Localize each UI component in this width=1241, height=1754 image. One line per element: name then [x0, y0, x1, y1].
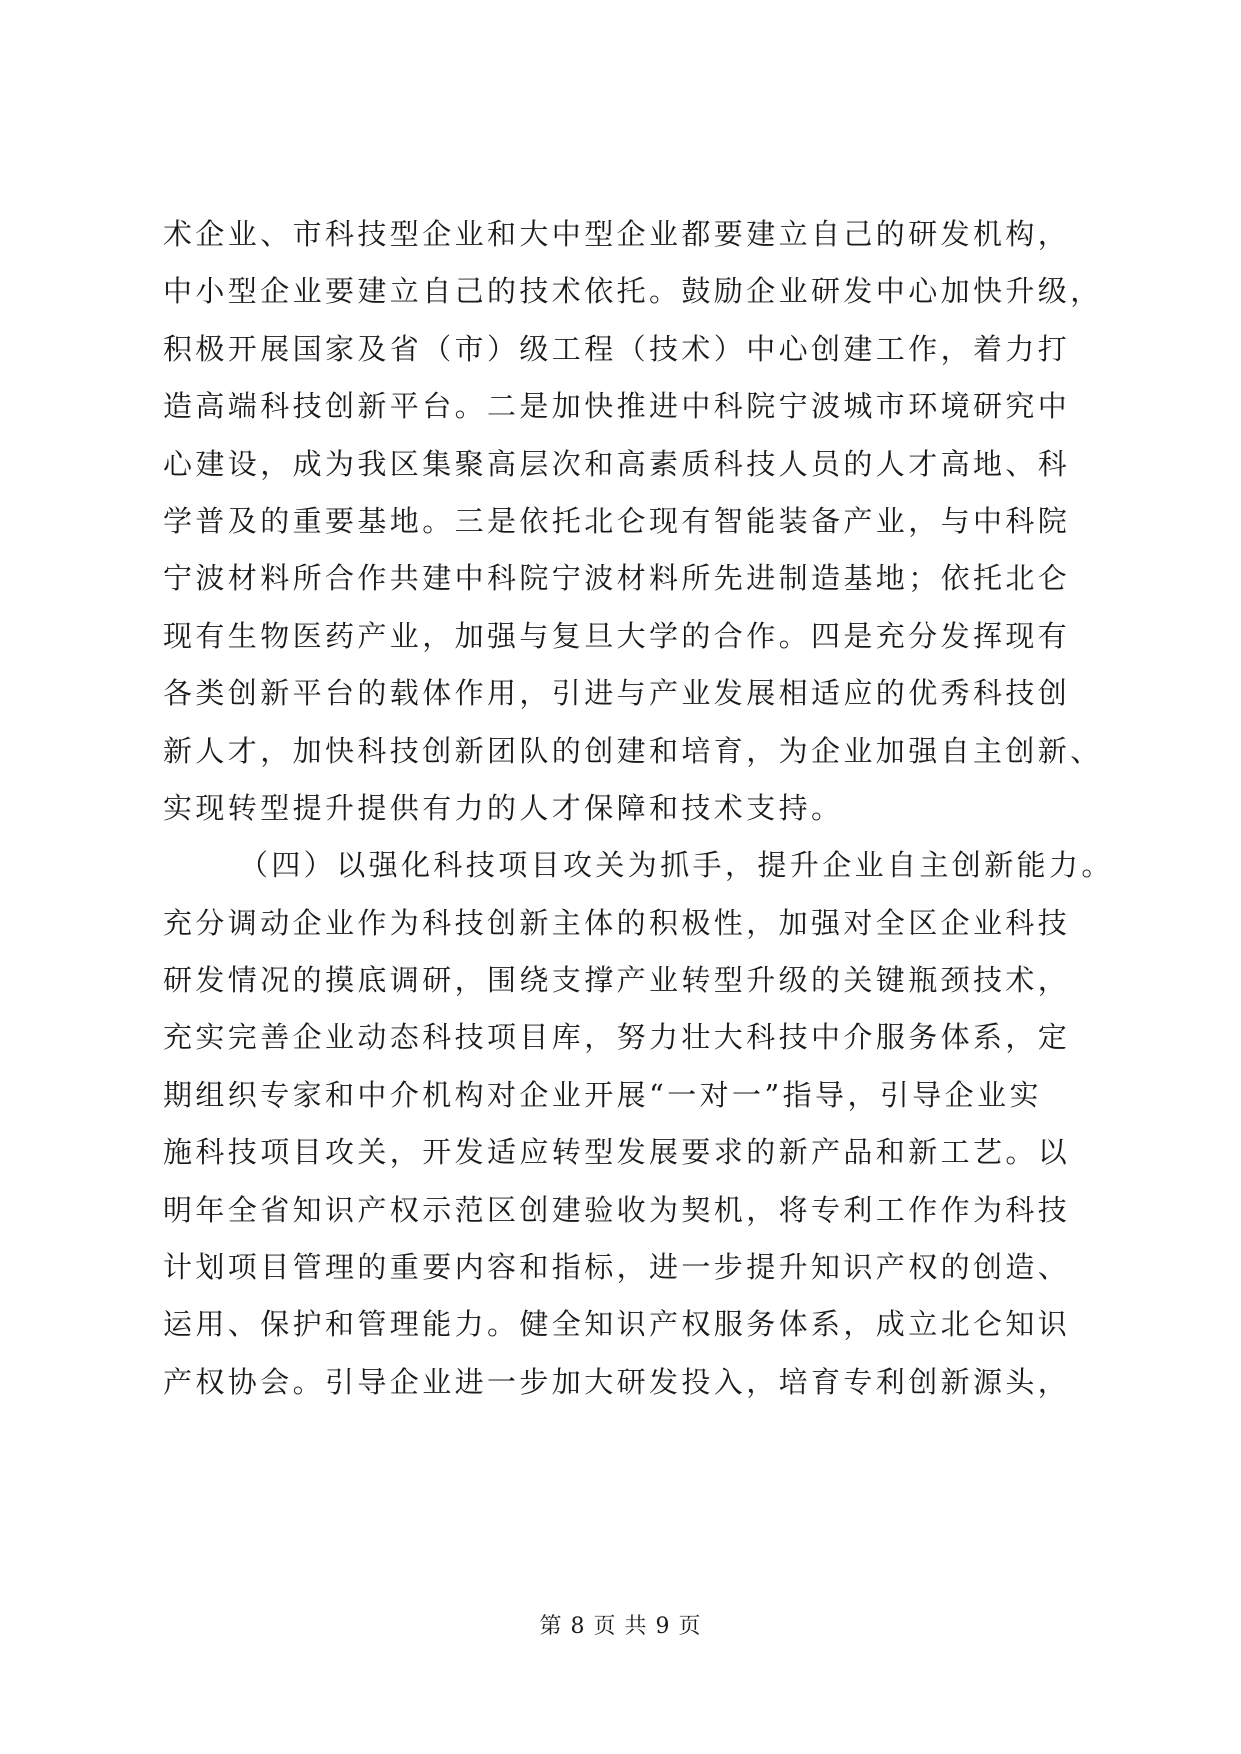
text-line: 各类创新平台的载体作用，引进与产业发展相适应的优秀科技创 — [163, 676, 1071, 711]
body-text — [163, 206, 1114, 1411]
text-line: 充实完善企业动态科技项目库，努力壮大科技中介服务体系，定 — [163, 1020, 1071, 1055]
text-line: 心建设，成为我区集聚高层次和高素质科技人员的人才高地、科 — [163, 446, 1071, 481]
page-number-footer: 第 8 页 共 9 页 — [539, 1614, 702, 1639]
text-line: 计划项目管理的重要内容和指标，进一步提升知识产权的创造、 — [163, 1250, 1071, 1285]
text-line: 中小型企业要建立自己的技术依托。鼓励企业研发中心加快升级， — [163, 274, 1103, 309]
text-line: 期组织专家和中介机构对企业开展“一对一”指导，引导企业实 — [163, 1077, 1042, 1112]
text-line: 产权协会。引导企业进一步加大研发投入，培育专利创新源头， — [163, 1364, 1071, 1399]
text-line: 运用、保护和管理能力。健全知识产权服务体系，成立北仑知识 — [163, 1307, 1071, 1342]
text-line: 造高端科技创新平台。二是加快推进中科院宁波城市环境研究中 — [163, 389, 1071, 424]
text-line: 学普及的重要基地。三是依托北仑现有智能装备产业，与中科院 — [163, 503, 1071, 538]
text-line: 施科技项目攻关，开发适应转型发展要求的新产品和新工艺。以 — [163, 1135, 1071, 1170]
text-line: 明年全省知识产权示范区创建验收为契机，将专利工作作为科技 — [163, 1192, 1071, 1227]
section-heading-line: （四）以强化科技项目攻关为抓手，提升企业自主创新能力。 — [239, 848, 1114, 883]
text-line: 现有生物医药产业，加强与复旦大学的合作。四是充分发挥现有 — [163, 618, 1071, 653]
text-line: 宁波材料所合作共建中科院宁波材料所先进制造基地；依托北仑 — [163, 561, 1071, 596]
text-line: 术企业、市科技型企业和大中型企业都要建立自己的研发机构， — [163, 217, 1071, 251]
text-line: 新人才，加快科技创新团队的创建和培育，为企业加强自主创新、 — [163, 733, 1103, 768]
text-line: 充分调动企业作为科技创新主体的积极性，加强对全区企业科技 — [163, 905, 1071, 940]
text-line: 研发情况的摸底调研，围绕支撑产业转型升级的关键瓶颈技术， — [163, 963, 1071, 998]
text-line: 积极开展国家及省（市）级工程（技术）中心创建工作，着力打 — [163, 331, 1071, 366]
text-line: 实现转型提升提供有力的人才保障和技术支持。 — [163, 790, 844, 825]
